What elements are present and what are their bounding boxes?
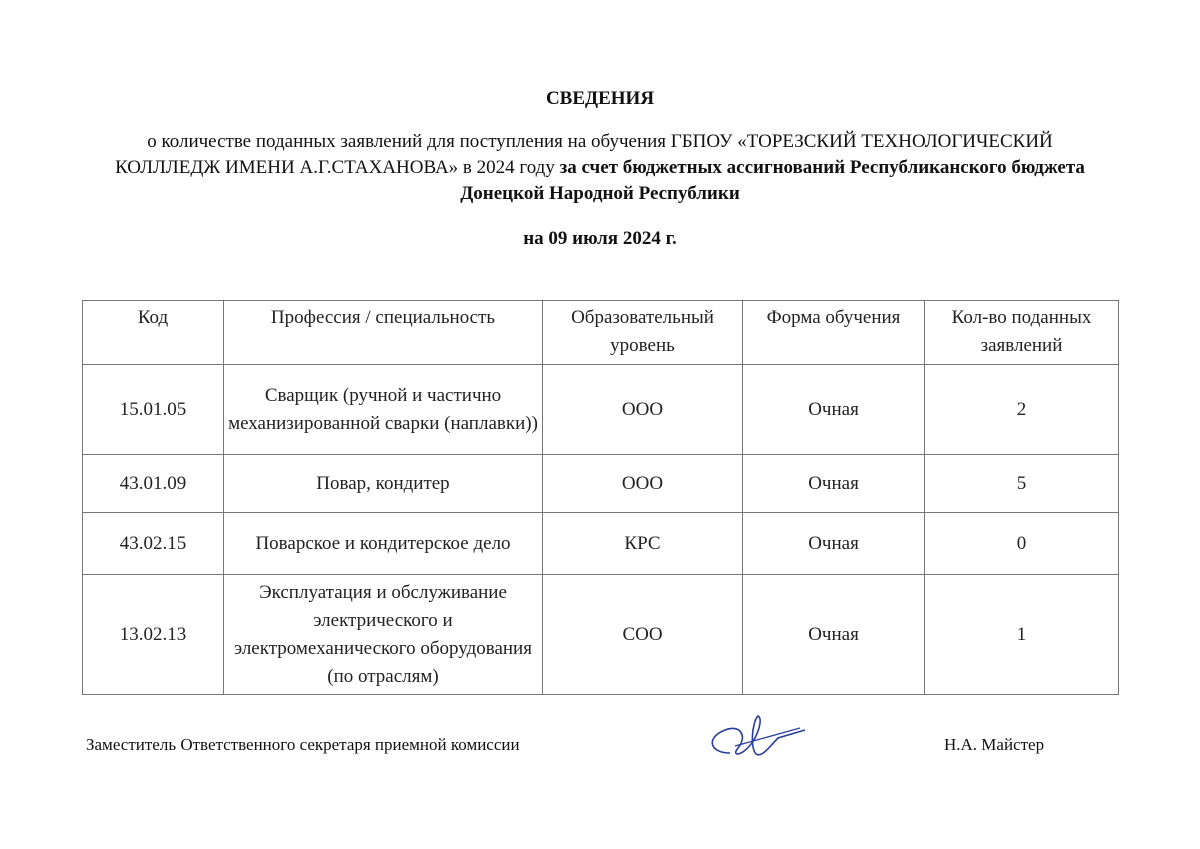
cell-count: 5 xyxy=(925,455,1119,513)
signatory-name: Н.А. Майстер xyxy=(944,735,1045,754)
cell-form: Очная xyxy=(743,575,925,695)
cell-level: ООО xyxy=(543,365,743,455)
table-row xyxy=(83,455,1119,513)
intro-bold: за счет бюджетных ассигнований Республиканского бюджета Донецкой Народной Республики xyxy=(460,157,1085,204)
cell-form: Очная xyxy=(743,455,925,513)
cell-code: 43.02.15 xyxy=(83,513,224,575)
cell-count: 0 xyxy=(925,513,1119,575)
cell-level: ООО xyxy=(543,455,743,513)
cell-level: СОО xyxy=(543,575,743,695)
cell-count: 1 xyxy=(925,575,1119,695)
cell-profession: Эксплуатация и обслуживание электрического и электромеханического оборудования (по отраслям) xyxy=(224,575,543,695)
header-profession: Профессия / специальность xyxy=(224,301,543,365)
cell-level: КРС xyxy=(543,513,743,575)
table-row xyxy=(83,513,1119,575)
header-count: Кол-во поданных заявлений xyxy=(925,301,1119,365)
header-form: Форма обучения xyxy=(743,301,925,365)
document-date: на 09 июля 2024 г. xyxy=(523,228,677,249)
applications-table xyxy=(82,300,1119,695)
cell-profession: Сварщик (ручной и частично механизированной сварки (наплавки)) xyxy=(224,365,543,455)
cell-count: 2 xyxy=(925,365,1119,455)
handwritten-signature xyxy=(700,708,810,768)
table-header-row xyxy=(83,301,1119,365)
cell-profession: Поварское и кондитерское дело xyxy=(224,513,543,575)
header-code: Код xyxy=(83,301,224,365)
cell-code: 15.01.05 xyxy=(83,365,224,455)
cell-profession: Повар, кондитер xyxy=(224,455,543,513)
cell-form: Очная xyxy=(743,513,925,575)
intro-plain: о количестве поданных заявлений для поступления на обучения ГБПОУ «ТОРЕЗСКИЙ ТЕХНОЛОГИЧЕСКИЙ КОЛЛЛЕДЖ ИМЕНИ А.Г.СТАХАНОВА» в 2024 году xyxy=(115,131,1053,178)
cell-code: 43.01.09 xyxy=(83,455,224,513)
table-row xyxy=(83,575,1119,695)
cell-code: 13.02.13 xyxy=(83,575,224,695)
header-level: Образовательный уровень xyxy=(543,301,743,365)
document-intro xyxy=(100,129,1100,207)
cell-form: Очная xyxy=(743,365,925,455)
signatory-position: Заместитель Ответственного секретаря приемной комиссии xyxy=(86,735,520,754)
table-row xyxy=(83,365,1119,455)
document-title: СВЕДЕНИЯ xyxy=(545,88,655,109)
